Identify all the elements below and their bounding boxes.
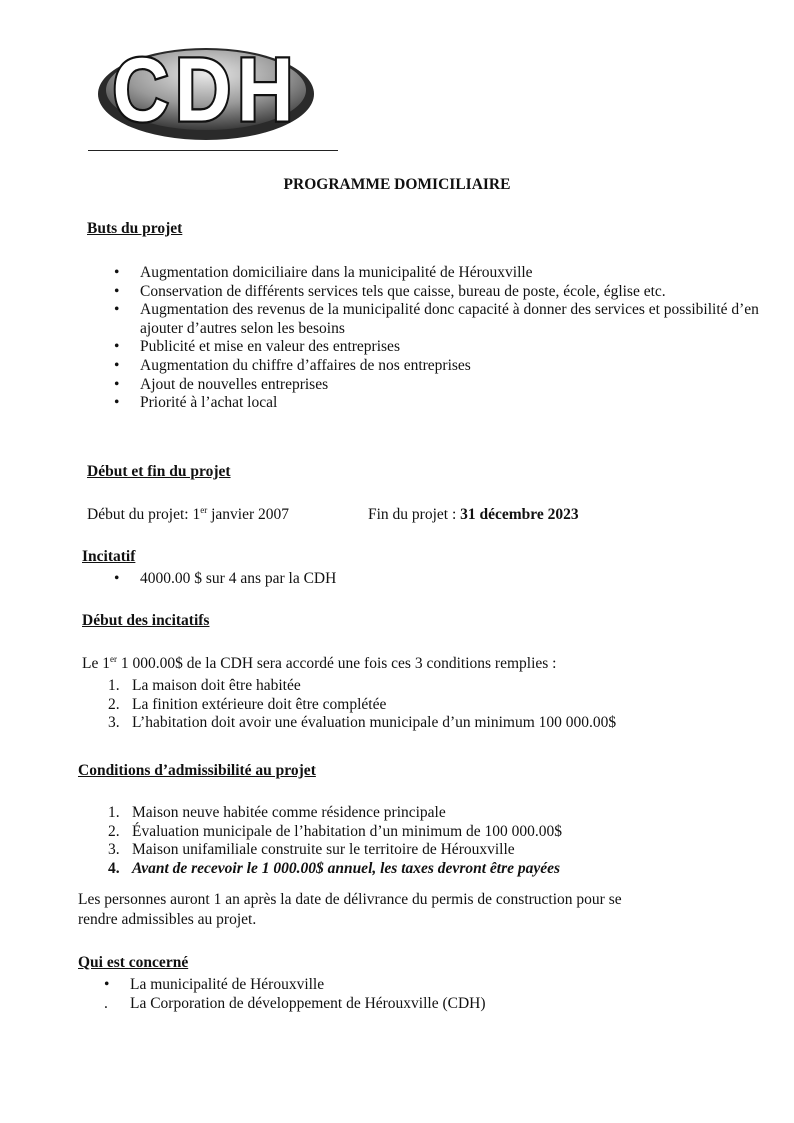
document-title: PROGRAMME DOMICILIAIRE [283,176,511,193]
list-item: • La municipalité de Hérouxville [104,976,325,993]
list-item: • Augmentation des revenus de la municipalité donc capacité à donner des services et possibilité d’en ajouter d’autres selon les besoins [114,301,759,337]
list-item: . La Corporation de développement de Hérouxville (CDH) [104,994,486,1012]
incitatifs-list [108,677,768,733]
list-item: • 4000.00 $ sur 4 ans par la CDH [114,570,337,587]
bullet-icon: • [114,356,120,374]
heading-incitatif: Incitatif [82,548,136,565]
list-item: • Augmentation du chiffre d’affaires de nos entreprises [114,356,471,374]
heading-debut-fin: Début et fin du projet [87,463,231,480]
bullet-icon: • [114,570,120,587]
list-item: • Publicité et mise en valeur des entreprises [114,338,400,356]
incitatif-list [114,570,714,589]
list-item: 2. La finition extérieure doit être complétée [108,695,387,713]
concerne-list [104,976,704,1013]
list-item: 3. L’habitation doit avoir une évaluation municipale d’un minimum 100 000.00$ [108,714,617,732]
project-start: Début du projet: 1er janvier 2007 [87,504,290,523]
list-item: 1. Maison neuve habitée comme résidence principale [108,804,446,821]
logo-text: CDH [112,39,300,140]
bullet-icon: • [114,338,120,356]
bullet-icon: • [114,264,120,281]
logo-rule [88,150,338,151]
list-item: • Priorité à l’achat local [114,394,278,412]
list-item: 1. La maison doit être habitée [108,677,301,694]
project-end: Fin du projet : 31 décembre 2023 [368,506,579,523]
heading-conditions: Conditions d’admissibilité au projet [78,762,316,779]
heading-concerne: Qui est concerné [78,954,189,971]
conditions-note-line2: rendre admissibles au projet. [78,911,257,928]
list-item: • Ajout de nouvelles entreprises [114,375,329,393]
heading-debut-incitatifs: Début des incitatifs [82,612,210,629]
cdh-logo [96,26,316,146]
conditions-note-line1: Les personnes auront 1 an après la date de délivrance du permis de construction pour se [78,891,622,908]
bullet-icon: • [114,301,120,319]
list-item: • Conservation de différents services tels que caisse, bureau de poste, école, église etc. [114,282,666,300]
bullet-icon: • [114,375,120,393]
list-item: 2. Évaluation municipale de l’habitation d’un minimum de 100 000.00$ [108,822,563,840]
list-item: • Augmentation domiciliaire dans la municipalité de Hérouxville [114,264,533,281]
heading-buts: Buts du projet [87,220,183,237]
conditions-list [108,804,768,878]
buts-list [114,264,774,413]
bullet-icon: . [104,994,108,1012]
bullet-icon: • [114,282,120,300]
bullet-icon: • [114,394,120,412]
incitatifs-intro: Le 1er 1 000.00$ de la CDH sera accordé une fois ces 3 conditions remplies : [82,653,557,672]
list-item: 3. Maison unifamiliale construite sur le territoire de Hérouxville [108,841,515,859]
bullet-icon: • [104,976,110,993]
list-item: 4. Avant de recevoir le 1 000.00$ annuel, les taxes devront être payées [108,859,561,877]
